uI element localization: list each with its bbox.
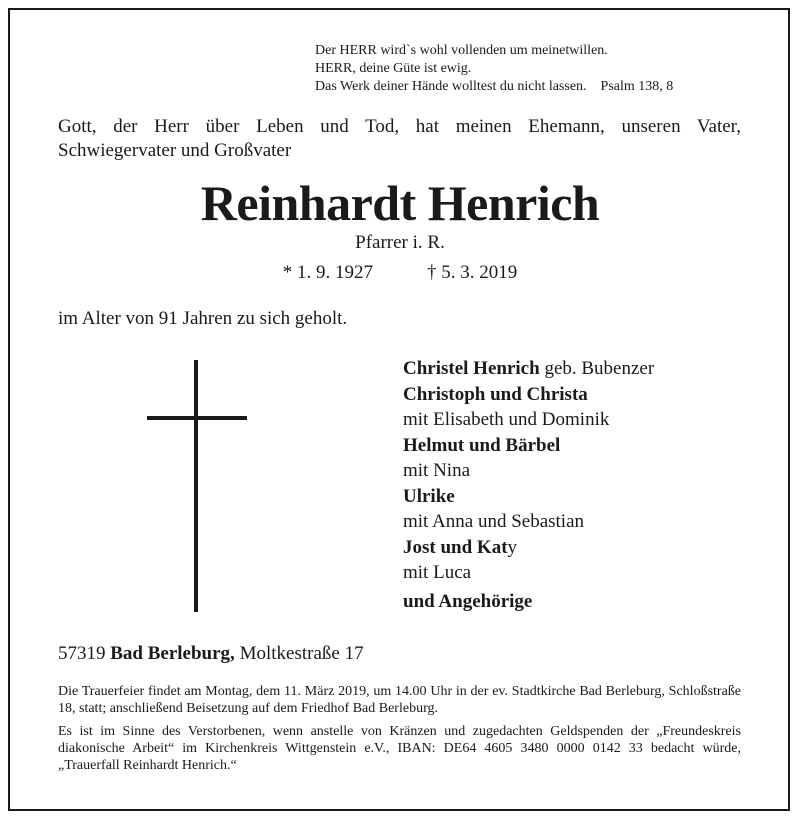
mourner-group bbox=[403, 382, 763, 432]
mourner-name: Helmut und Bärbel bbox=[403, 435, 561, 456]
mourner-name: Ulrike bbox=[403, 486, 455, 507]
mourner-group bbox=[403, 535, 763, 585]
death-date: † 5. 3. 2019 bbox=[427, 262, 518, 283]
mourner-children: mit Anna und Sebastian bbox=[403, 511, 585, 532]
intro-line-2: Schwiegervater und Großvater bbox=[58, 140, 292, 161]
funeral-notice bbox=[58, 683, 741, 780]
mourner-group bbox=[403, 433, 763, 483]
mourner-children: mit Luca bbox=[403, 562, 472, 583]
psalm-reference: Psalm 138, 8 bbox=[600, 79, 674, 94]
mourner-name-suffix: y bbox=[507, 537, 518, 558]
mourner-name: Christoph und Christa bbox=[403, 384, 588, 405]
intro-text bbox=[58, 115, 741, 163]
mourner-group bbox=[403, 484, 763, 534]
intro-line-1: Gott, der Herr über Leben und Tod, hat meinen Ehemann, unseren Vater, bbox=[58, 116, 741, 137]
mourner-children: mit Nina bbox=[403, 460, 471, 481]
psalm-line-1: Der HERR wird`s wohl vollenden um meinetwillen. bbox=[315, 43, 608, 58]
address-street: Moltkestraße 17 bbox=[239, 643, 364, 664]
mourner-group bbox=[403, 589, 763, 614]
deceased-name: Reinhardt Henrich bbox=[200, 175, 600, 231]
psalm-line-3 bbox=[315, 78, 755, 96]
mourning-address bbox=[58, 643, 364, 665]
mourner-relatives: und Angehörige bbox=[403, 591, 533, 612]
psalm-line-3-text: Das Werk deiner Hände wolltest du nicht lassen. bbox=[315, 79, 587, 94]
life-dates bbox=[0, 262, 800, 284]
cross-icon bbox=[194, 360, 198, 612]
psalm-verse bbox=[315, 42, 755, 96]
psalm-line-2: HERR, deine Güte ist ewig. bbox=[315, 61, 472, 76]
mourner-children: mit Elisabeth und Dominik bbox=[403, 409, 610, 430]
funeral-notice-paragraph-2: Es ist im Sinne des Verstorbenen, wenn anstelle von Kränzen und zugedachten Geldspenden der „Freundeskreis diakonische Arbeit“ im Kirchenkreis Wittgenstein e.V., IBAN: DE64 4605 3480 0000 0142 33 bedacht würde, „Trauerfall Reinhardt Henrich.“ bbox=[58, 724, 741, 773]
mourner-name: Christel Henrich bbox=[403, 358, 540, 379]
funeral-notice-paragraph-1: Die Trauerfeier findet am Montag, dem 11. März 2019, um 14.00 Uhr in der ev. Stadtkirche Bad Berleburg, Schloßstraße 18, statt; anschließend Beisetzung auf dem Friedhof Bad Berleburg. bbox=[58, 684, 741, 716]
age-text: im Alter von 91 Jahren zu sich geholt. bbox=[58, 308, 348, 329]
mourner-group bbox=[403, 356, 763, 381]
deceased-title: Pfarrer i. R. bbox=[355, 232, 445, 253]
mourners-list bbox=[403, 356, 763, 615]
mourner-name-suffix: geb. Bubenzer bbox=[539, 358, 655, 379]
address-zip: 57319 bbox=[58, 643, 106, 664]
address-city: Bad Berleburg, bbox=[110, 643, 235, 664]
birth-date: * 1. 9. 1927 bbox=[282, 262, 373, 283]
mourner-name: Jost und Kat bbox=[403, 537, 508, 558]
cross-icon-bar bbox=[147, 416, 247, 420]
